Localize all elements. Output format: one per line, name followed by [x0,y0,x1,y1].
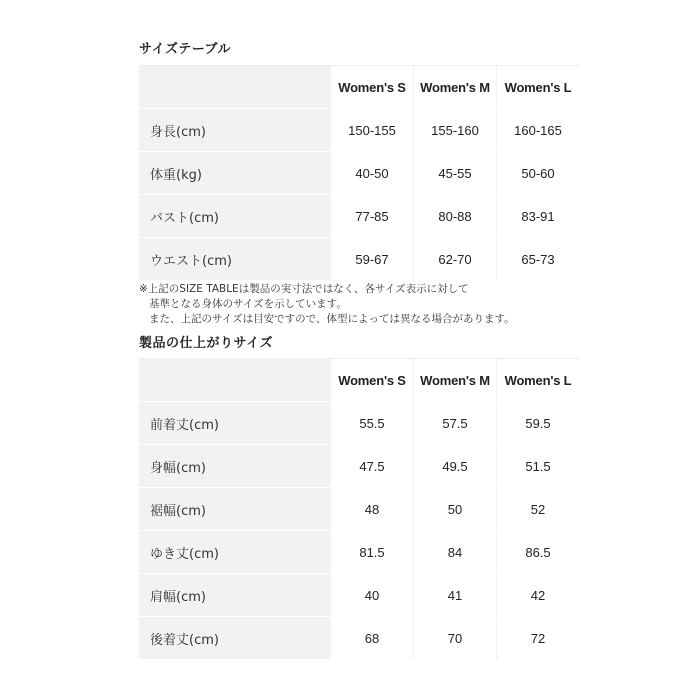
table-row [139,109,579,152]
table-cell: 40 [331,574,414,617]
table-cell: 81.5 [331,531,414,574]
table-cell: 80-88 [414,195,497,238]
row-label: 後着丈(cm) [139,617,331,660]
table-cell: 68 [331,617,414,660]
finished-size-title: 製品の仕上がりサイズ [139,336,273,351]
table-cell: 52 [497,488,580,531]
column-header-womens-s: Women's S [331,359,414,402]
header-empty-cell [139,359,331,402]
table-cell: 72 [497,617,580,660]
table-cell: 77-85 [331,195,414,238]
table-cell: 70 [414,617,497,660]
table-cell: 51.5 [497,445,580,488]
table-cell: 48 [331,488,414,531]
table-row [139,402,579,445]
table-row [139,574,579,617]
table-row [139,195,579,238]
table-row [139,238,579,281]
note-line: ※上記のSIZE TABLEは製品の実寸法ではなく、各サイズ表示に対して [139,283,469,295]
table-cell: 160-165 [497,109,580,152]
column-header-womens-s: Women's S [331,66,414,109]
table-cell: 59.5 [497,402,580,445]
size-table-title: サイズテーブル [139,42,232,57]
column-header-womens-m: Women's M [414,66,497,109]
table-cell: 84 [414,531,497,574]
table-cell: 150-155 [331,109,414,152]
row-label: 身幅(cm) [139,445,331,488]
row-label: ゆき丈(cm) [139,531,331,574]
row-label: バスト(cm) [139,195,331,238]
row-label: 裾幅(cm) [139,488,331,531]
table-cell: 49.5 [414,445,497,488]
table-row [139,617,579,660]
table-cell: 86.5 [497,531,580,574]
table-cell: 47.5 [331,445,414,488]
table-row [139,152,579,195]
table-cell: 65-73 [497,238,580,281]
column-header-womens-l: Women's L [497,359,580,402]
column-header-womens-m: Women's M [414,359,497,402]
table-header-row [139,359,579,402]
column-header-womens-l: Women's L [497,66,580,109]
size-table-notes [139,282,515,327]
table-cell: 50 [414,488,497,531]
table-cell: 55.5 [331,402,414,445]
size-table [139,65,579,281]
row-label: 前着丈(cm) [139,402,331,445]
table-cell: 41 [414,574,497,617]
row-label: 肩幅(cm) [139,574,331,617]
row-label: ウエスト(cm) [139,238,331,281]
table-cell: 40-50 [331,152,414,195]
table-cell: 155-160 [414,109,497,152]
table-cell: 83-91 [497,195,580,238]
table-cell: 57.5 [414,402,497,445]
finished-size-table [139,358,579,660]
header-empty-cell [139,66,331,109]
table-cell: 45-55 [414,152,497,195]
note-line: 基準となる身体のサイズを示しています。 [149,298,347,310]
table-cell: 59-67 [331,238,414,281]
table-cell: 42 [497,574,580,617]
table-cell: 62-70 [414,238,497,281]
row-label: 身長(cm) [139,109,331,152]
note-line: また、上記のサイズは目安ですので、体型によっては異なる場合があります。 [149,313,515,325]
row-label: 体重(kg) [139,152,331,195]
table-row [139,445,579,488]
table-row [139,531,579,574]
table-cell: 50-60 [497,152,580,195]
table-row [139,488,579,531]
table-header-row [139,66,579,109]
